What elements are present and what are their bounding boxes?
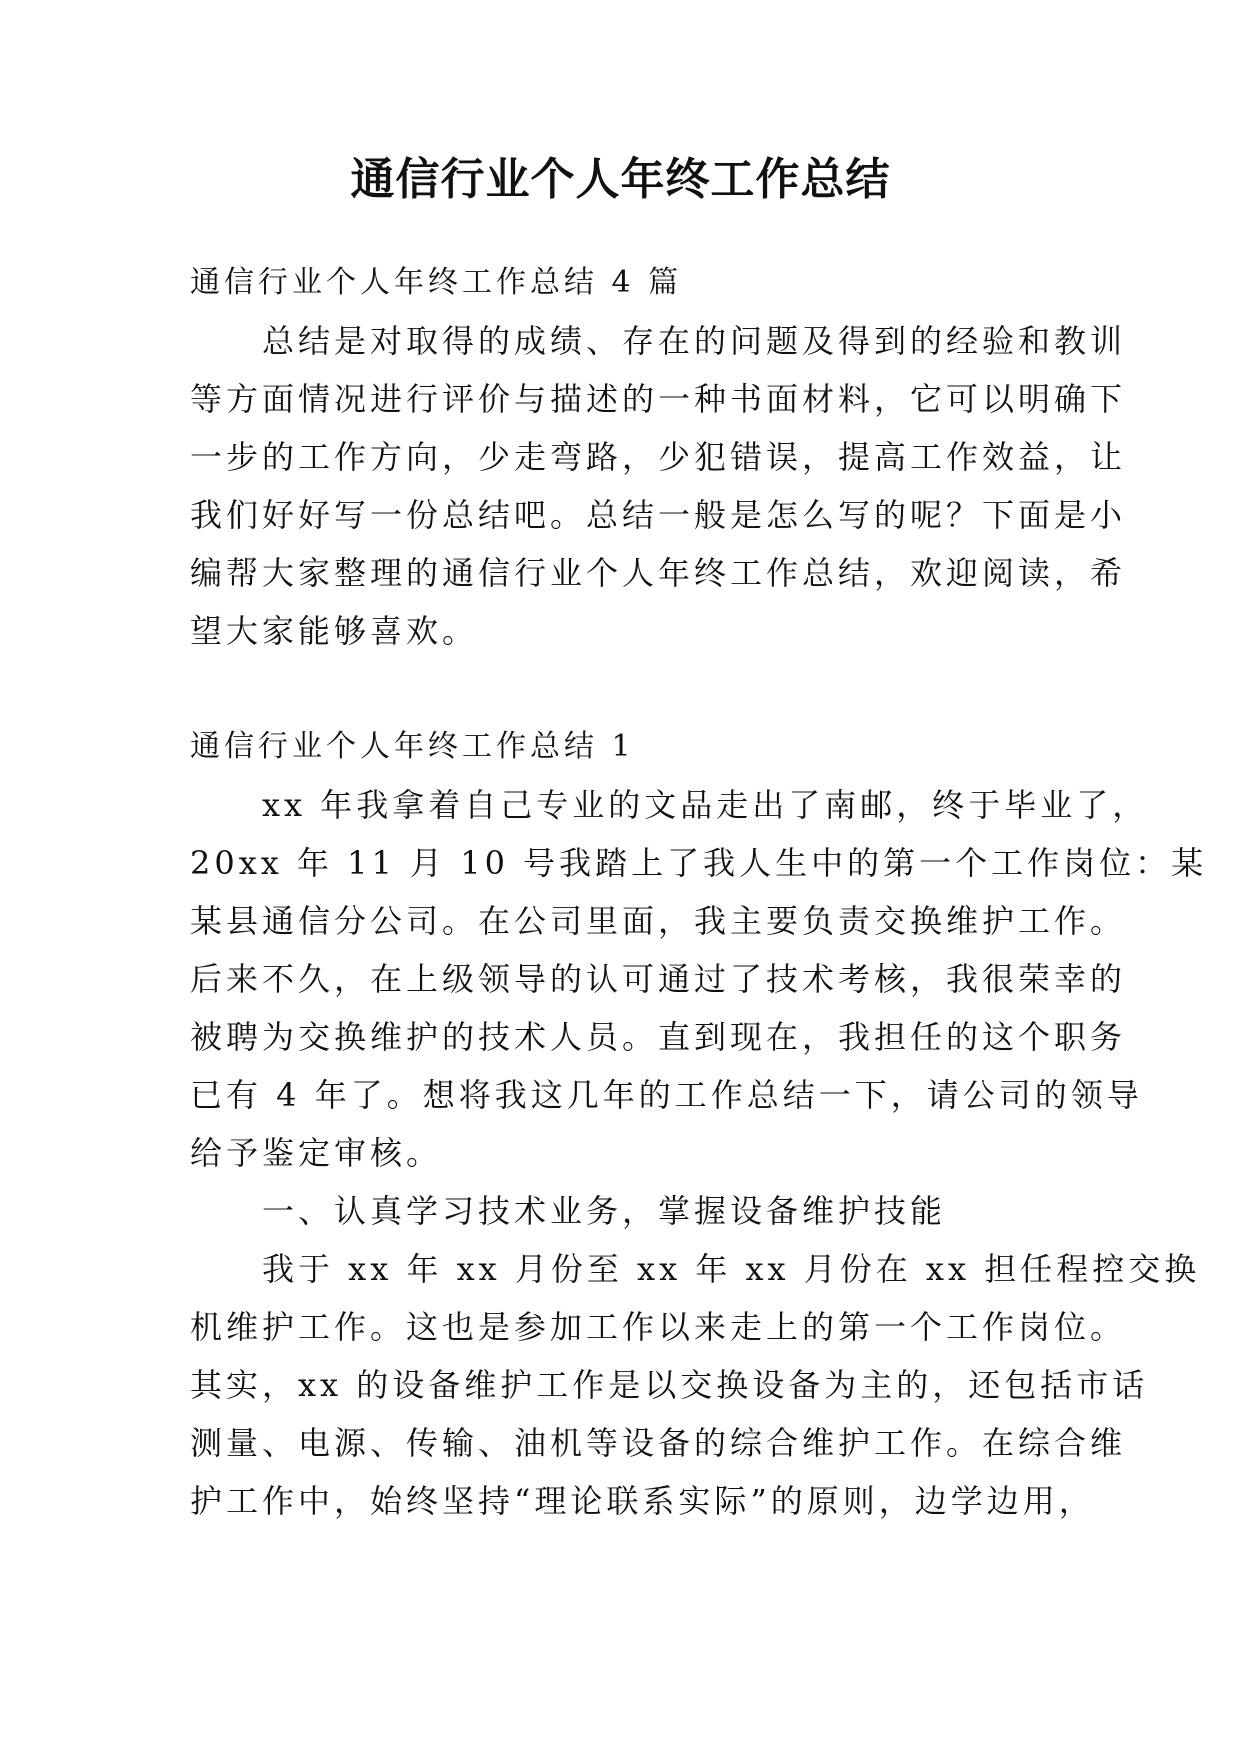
body-line: 我们好好写一份总结吧。总结一般是怎么写的呢？下面是小	[190, 496, 1127, 534]
body-line: 已有 4 年了。想将我这几年的工作总结一下，请公司的领导	[190, 1076, 1143, 1114]
section-heading: 通信行业个人年终工作总结 1	[190, 729, 635, 764]
body-line: 护工作中，始终坚持“理论联系实际”的原则，边学边用，	[190, 1482, 1095, 1520]
document-body	[190, 254, 1208, 1530]
body-line: 其实，xx 的设备维护工作是以交换设备为主的，还包括市话	[190, 1366, 1149, 1404]
body-line: 编帮大家整理的通信行业个人年终工作总结，欢迎阅读，希	[190, 554, 1127, 592]
body-line: 一、认真学习技术业务，掌握设备维护技能	[190, 1192, 947, 1230]
body-line: 被聘为交换维护的技术人员。直到现在，我担任的这个职务	[190, 1018, 1127, 1056]
body-line: 望大家能够喜欢。	[190, 612, 479, 650]
body-line: 机维护工作。这也是参加工作以来走上的第一个工作岗位。	[190, 1308, 1127, 1346]
section-heading: 通信行业个人年终工作总结 4 篇	[190, 265, 683, 300]
body-line: 后来不久，在上级领导的认可通过了技术考核，我很荣幸的	[190, 960, 1127, 998]
body-line: 20xx 年 11 月 10 号我踏上了我人生中的第一个工作岗位：某	[190, 844, 1208, 882]
body-line: 一步的工作方向，少走弯路，少犯错误，提高工作效益，让	[190, 438, 1127, 476]
document-title: 通信行业个人年终工作总结	[350, 154, 891, 205]
body-line: 我于 xx 年 xx 月份至 xx 年 xx 月份在 xx 担任程控交换	[190, 1250, 1201, 1288]
blank-line	[190, 660, 1060, 718]
body-line: 给予鉴定审核。	[190, 1134, 443, 1172]
body-line: xx 年我拿着自己专业的文品走出了南邮，终于毕业了，	[190, 786, 1149, 824]
body-line: 等方面情况进行评价与描述的一种书面材料，它可以明确下	[190, 380, 1127, 418]
body-line: 总结是对取得的成绩、存在的问题及得到的经验和教训	[190, 322, 1127, 360]
body-line: 某县通信分公司。在公司里面，我主要负责交换维护工作。	[190, 902, 1127, 940]
body-line: 测量、电源、传输、油机等设备的综合维护工作。在综合维	[190, 1424, 1127, 1462]
